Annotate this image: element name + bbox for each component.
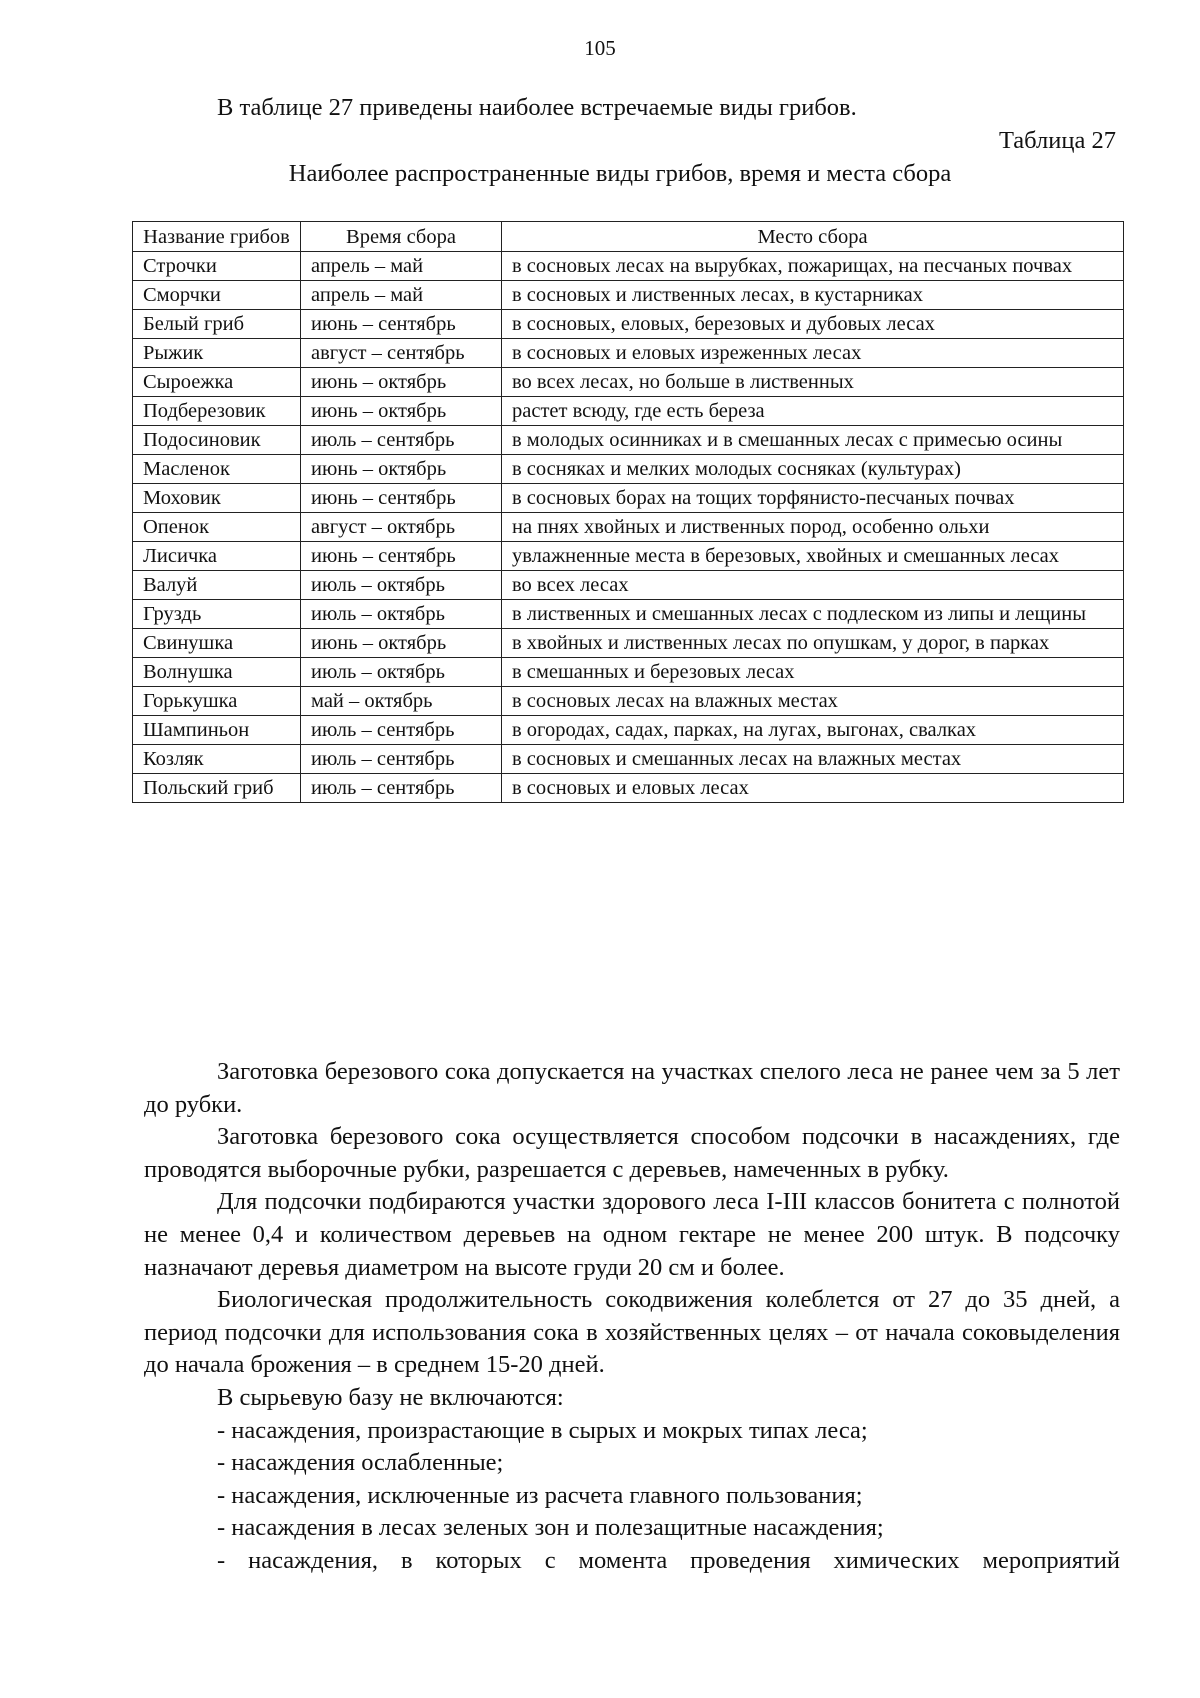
paragraph: Для подсочки подбираются участки здорового леса I-III классов бонитета с полнотой не менее 0,4 и количеством деревьев на одном гектаре не менее 200 штук. В подсочку назначают деревья диаметром на высоте груди 20 см и более. (144, 1188, 1120, 1281)
cell-collection-place: в сосновых борах на тощих торфянисто-песчаных почвах (502, 484, 1124, 513)
cell-collection-place: в сосновых лесах на влажных местах (502, 687, 1124, 716)
table-row (133, 513, 1124, 542)
cell-mushroom-name: Груздь (133, 600, 301, 629)
table-row (133, 484, 1124, 513)
cell-collection-place: во всех лесах (502, 571, 1124, 600)
table-row (133, 658, 1124, 687)
paragraph: В сырьевую базу не включаются: (217, 1383, 564, 1411)
cell-collection-time: июль – октябрь (301, 658, 502, 687)
table-row (133, 252, 1124, 281)
cell-collection-time: июнь – октябрь (301, 368, 502, 397)
cell-mushroom-name: Моховик (133, 484, 301, 513)
table-label: Таблица 27 (998, 127, 1116, 154)
cell-mushroom-name: Шампиньон (133, 716, 301, 745)
cell-collection-place: в сосновых, еловых, березовых и дубовых лесах (502, 310, 1124, 339)
cell-collection-place: в молодых осинниках и в смешанных лесах с примесью осины (502, 426, 1124, 455)
table-row (133, 745, 1124, 774)
cell-collection-place: в лиственных и смешанных лесах с подлеском из липы и лещины (502, 600, 1124, 629)
header-time: Время сбора (301, 222, 502, 252)
table-row (133, 571, 1124, 600)
cell-mushroom-name: Рыжик (133, 339, 301, 368)
cell-collection-place: во всех лесах, но больше в лиственных (502, 368, 1124, 397)
cell-collection-time: июнь – сентябрь (301, 542, 502, 571)
paragraph: Заготовка березового сока осуществляется способом подсочки в насаждениях, где проводятся выборочные рубки, разрешается с деревьев, намеченных в рубку. (144, 1123, 1120, 1183)
header-name: Название грибов (133, 222, 301, 252)
paragraph: Заготовка березового сока допускается на участках спелого леса не ранее чем за 5 лет до рубки. (144, 1058, 1120, 1118)
cell-collection-place: в сосновых и еловых изреженных лесах (502, 339, 1124, 368)
paragraph: Биологическая продолжительность сокодвижения колеблется от 27 до 35 дней, а период подсочки для использования сока в хозяйственных целях – от начала соковыделения до начала брожения – в среднем 15-20 дней. (144, 1286, 1120, 1379)
cell-collection-time: май – октябрь (301, 687, 502, 716)
cell-collection-place: в сосняках и мелких молодых сосняках (культурах) (502, 455, 1124, 484)
cell-collection-time: июнь – октябрь (301, 629, 502, 658)
cell-mushroom-name: Волнушка (133, 658, 301, 687)
table-row (133, 774, 1124, 803)
cell-collection-time: июль – сентябрь (301, 426, 502, 455)
cell-collection-time: август – октябрь (301, 513, 502, 542)
cell-collection-place: на пнях хвойных и лиственных пород, особенно ольхи (502, 513, 1124, 542)
table-row (133, 310, 1124, 339)
cell-mushroom-name: Строчки (133, 252, 301, 281)
table-row (133, 542, 1124, 571)
cell-mushroom-name: Масленок (133, 455, 301, 484)
cell-mushroom-name: Свинушка (133, 629, 301, 658)
table-caption: Наиболее распространенные виды грибов, время и места сбора (288, 160, 952, 187)
cell-collection-time: июнь – октябрь (301, 455, 502, 484)
intro-sentence: В таблице 27 приведены наиболее встречаемые виды грибов. (217, 94, 857, 121)
cell-mushroom-name: Валуй (133, 571, 301, 600)
cell-collection-time: июль – октябрь (301, 600, 502, 629)
cell-collection-time: апрель – май (301, 252, 502, 281)
mushroom-table (132, 221, 1124, 803)
list-item: - насаждения ослабленные; (217, 1449, 504, 1477)
cell-collection-place: в сосновых и лиственных лесах, в кустарниках (502, 281, 1124, 310)
cell-collection-place: увлажненные места в березовых, хвойных и смешанных лесах (502, 542, 1124, 571)
page-number: 105 (584, 36, 616, 60)
cell-collection-time: июль – октябрь (301, 571, 502, 600)
cell-mushroom-name: Польский гриб (133, 774, 301, 803)
cell-collection-time: июль – сентябрь (301, 716, 502, 745)
cell-mushroom-name: Сморчки (133, 281, 301, 310)
list-item: - насаждения, произрастающие в сырых и мокрых типах леса; (217, 1416, 868, 1444)
cell-collection-place: в сосновых лесах на вырубках, пожарищах, на песчаных почвах (502, 252, 1124, 281)
cell-mushroom-name: Горькушка (133, 687, 301, 716)
cell-collection-time: август – сентябрь (301, 339, 502, 368)
cell-collection-place: в огородах, садах, парках, на лугах, выгонах, свалках (502, 716, 1124, 745)
cell-collection-place: в сосновых и смешанных лесах на влажных местах (502, 745, 1124, 774)
cell-collection-time: июль – сентябрь (301, 745, 502, 774)
cell-mushroom-name: Подосиновик (133, 426, 301, 455)
cell-mushroom-name: Лисичка (133, 542, 301, 571)
table-row (133, 629, 1124, 658)
cell-collection-time: июль – сентябрь (301, 774, 502, 803)
table-row (133, 281, 1124, 310)
table-body (133, 252, 1124, 803)
cell-mushroom-name: Белый гриб (133, 310, 301, 339)
cell-mushroom-name: Опенок (133, 513, 301, 542)
cell-collection-time: июнь – сентябрь (301, 310, 502, 339)
cell-collection-place: в хвойных и лиственных лесах по опушкам, у дорог, в парках (502, 629, 1124, 658)
body-text (144, 1056, 1120, 1578)
list-item: - насаждения в лесах зеленых зон и полезащитные насаждения; (217, 1514, 884, 1542)
table-row (133, 339, 1124, 368)
table-row (133, 600, 1124, 629)
table-row (133, 716, 1124, 745)
cell-collection-place: в сосновых и еловых лесах (502, 774, 1124, 803)
table-row (133, 426, 1124, 455)
table-header-row (133, 222, 1124, 252)
cell-collection-place: в смешанных и березовых лесах (502, 658, 1124, 687)
cell-mushroom-name: Козляк (133, 745, 301, 774)
cell-collection-place: растет всюду, где есть береза (502, 397, 1124, 426)
cell-collection-time: апрель – май (301, 281, 502, 310)
cell-mushroom-name: Сыроежка (133, 368, 301, 397)
cell-collection-time: июнь – сентябрь (301, 484, 502, 513)
list-item: - насаждения, в которых с момента проведения химических мероприятий (217, 1546, 1120, 1574)
cell-collection-time: июнь – октябрь (301, 397, 502, 426)
list-item: - насаждения, исключенные из расчета главного пользования; (217, 1481, 863, 1509)
cell-mushroom-name: Подберезовик (133, 397, 301, 426)
table-row (133, 687, 1124, 716)
table-row (133, 368, 1124, 397)
table-row (133, 455, 1124, 484)
header-place: Место сбора (502, 222, 1124, 252)
table-row (133, 397, 1124, 426)
